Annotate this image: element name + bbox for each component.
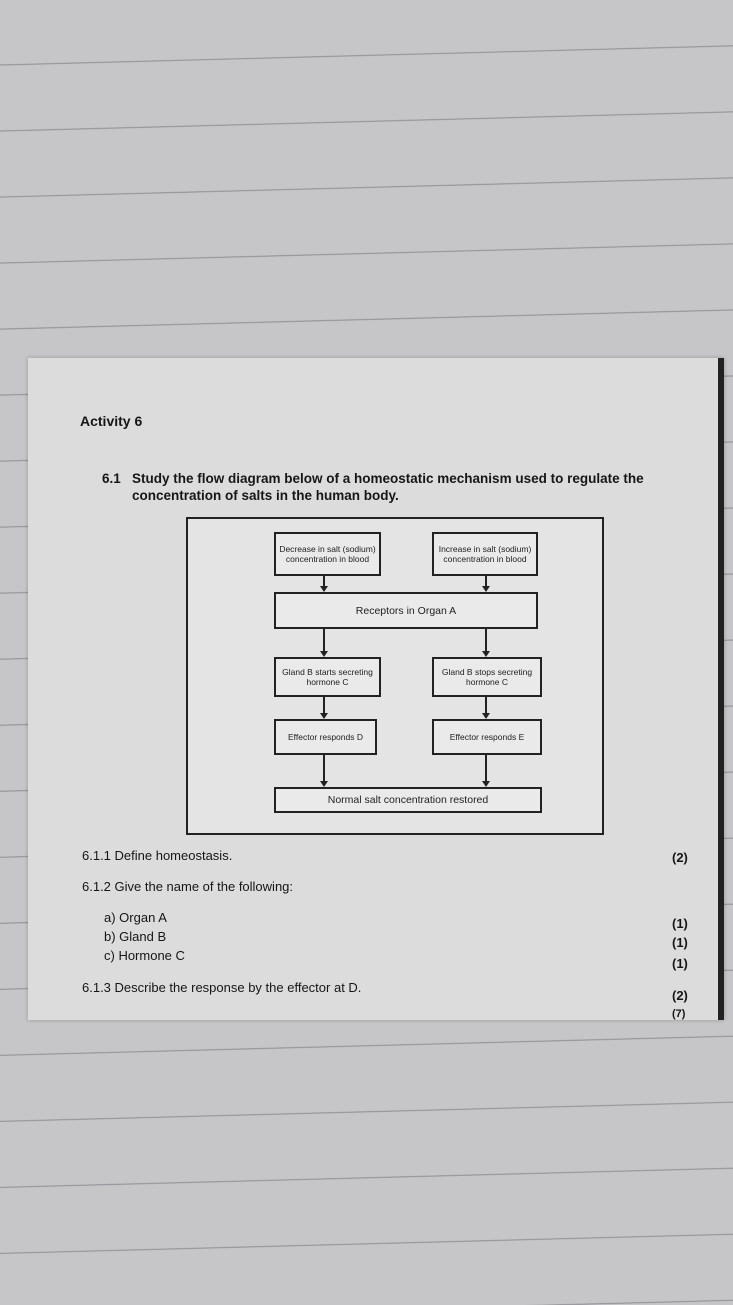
receptors-box: Receptors in Organ A [274,592,538,629]
marks-6-1-2-c: (1) [672,956,688,971]
normal-salt-box: Normal salt concentration restored [274,787,542,813]
total-marks: (7) [672,1008,686,1020]
effector-e-box: Effector responds E [432,719,542,755]
question-6-1-1: 6.1.1 Define homeostasis. [82,848,233,863]
question-6-1-3: 6.1.3 Describe the response by the effector at D. [82,980,362,995]
marks-6-1-2-b: (1) [672,935,688,950]
question-6-1-2-c: c) Hormone C [104,948,185,963]
activity-title: Activity 6 [80,413,143,429]
question-6-1-2-a: a) Organ A [104,910,167,925]
worksheet-paper [28,358,724,1020]
arrow-line [485,629,487,653]
question-intro-text: Study the flow diagram below of a homeostatic mechanism used to regulate the concentration of salts in the human body. [132,471,644,503]
gland-starts-box: Gland B starts secreting hormone C [274,657,381,697]
effector-d-box: Effector responds D [274,719,377,755]
question-number: 6.1 [102,471,121,486]
arrow-line [323,755,325,783]
marks-6-1-2-a: (1) [672,916,688,931]
flow-diagram [186,517,604,835]
marks-6-1-1: (2) [672,850,688,865]
marks-6-1-3: (2) [672,988,688,1003]
question-6-1-2: 6.1.2 Give the name of the following: [82,879,294,894]
question-intro [102,470,692,504]
question-6-1-2-b: b) Gland B [104,929,167,944]
decrease-salt-box: Decrease in salt (sodium) concentration in blood [274,532,381,576]
arrow-line [485,755,487,783]
increase-salt-box: Increase in salt (sodium) concentration in blood [432,532,538,576]
gland-stops-box: Gland B stops secreting hormone C [432,657,542,697]
arrow-line [323,629,325,653]
